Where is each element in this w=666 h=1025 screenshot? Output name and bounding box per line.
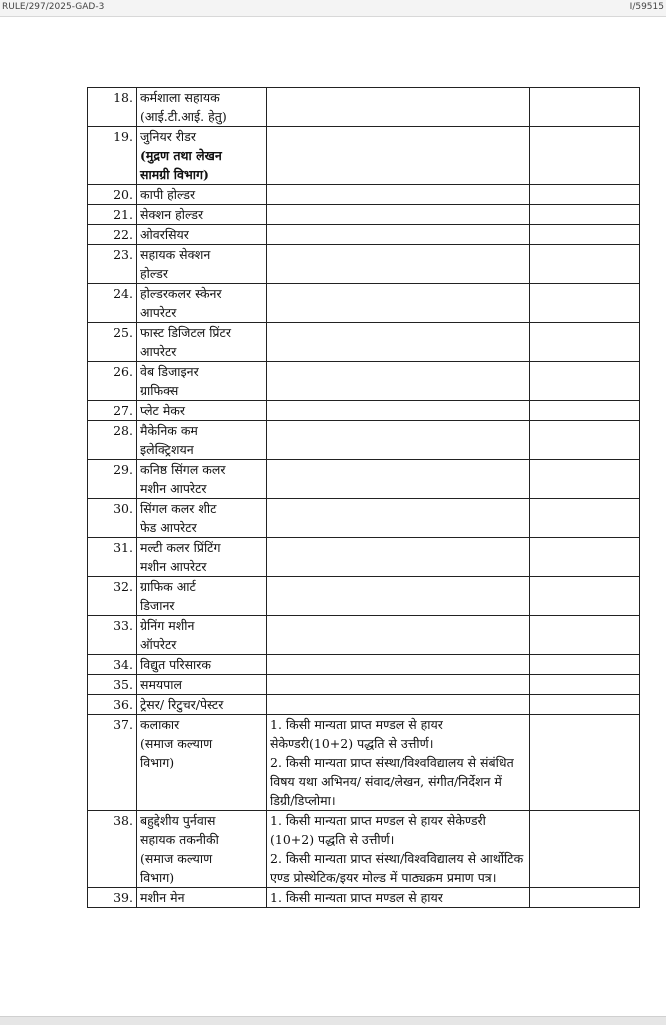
remarks-cell <box>530 185 640 205</box>
table-row <box>88 362 640 401</box>
document-reference: RULE/297/2025-GAD-3 <box>2 2 105 12</box>
post-name-cell <box>137 245 267 284</box>
remarks-cell <box>530 205 640 225</box>
remarks-cell <box>530 421 640 460</box>
serial-number: 18. <box>88 88 137 127</box>
post-name-line: विद्युत परिसारक <box>140 657 212 672</box>
post-name-line: सहायक सेक्शन <box>140 247 211 262</box>
remarks-cell <box>530 538 640 577</box>
page-header-bar <box>0 0 666 17</box>
remarks-cell <box>530 499 640 538</box>
serial-number: 28. <box>88 421 137 460</box>
post-name-line: होल्डरकलर स्केनर <box>140 286 222 301</box>
post-name-line: विभाग) <box>140 755 175 770</box>
qualification-cell <box>267 205 530 225</box>
table-row <box>88 185 640 205</box>
serial-number: 29. <box>88 460 137 499</box>
post-name-line: फास्ट डिजिटल प्रिंटर <box>140 325 231 340</box>
remarks-cell <box>530 460 640 499</box>
table-row <box>88 323 640 362</box>
post-name-line: मशीन आपरेटर <box>140 559 207 574</box>
qualification-cell <box>267 421 530 460</box>
post-name-cell <box>137 460 267 499</box>
post-name-line: कनिष्ठ सिंगल कलर <box>140 462 226 477</box>
remarks-cell <box>530 811 640 888</box>
serial-number: 37. <box>88 715 137 811</box>
post-name-line: इलेक्ट्रिशयन <box>140 442 194 457</box>
post-name-line: कलाकार <box>140 717 180 732</box>
serial-number: 26. <box>88 362 137 401</box>
table-row <box>88 127 640 185</box>
qualification-cell <box>267 655 530 675</box>
qualification-cell <box>267 695 530 715</box>
post-name-cell <box>137 616 267 655</box>
post-name-cell <box>137 538 267 577</box>
post-name-line: (मुद्रण तथा लेखन <box>140 148 222 163</box>
serial-number: 32. <box>88 577 137 616</box>
qualification-cell <box>267 88 530 127</box>
post-name-line: विभाग) <box>140 870 175 885</box>
qualification-cell <box>267 185 530 205</box>
post-name-line: ग्राफिक आर्ट <box>140 579 196 594</box>
serial-number: 31. <box>88 538 137 577</box>
remarks-cell <box>530 715 640 811</box>
remarks-cell <box>530 323 640 362</box>
post-name-line: ट्रेसर/ रिटुचर/पेस्टर <box>140 697 224 712</box>
post-name-line: आपरेटर <box>140 305 177 320</box>
post-name-line: समयपाल <box>140 677 182 692</box>
post-name-line: मैकेनिक कम <box>140 423 198 438</box>
document-number: I/59515 <box>629 2 664 12</box>
table-row <box>88 695 640 715</box>
table-row <box>88 616 640 655</box>
post-name-line: होल्डर <box>140 266 168 281</box>
post-name-line: सहायक तकनीकी <box>140 832 219 847</box>
post-name-cell <box>137 655 267 675</box>
post-name-line: आपरेटर <box>140 344 177 359</box>
post-name-line: ग्राफिक्स <box>140 383 179 398</box>
serial-number: 23. <box>88 245 137 284</box>
post-name-cell <box>137 715 267 811</box>
post-name-cell <box>137 284 267 323</box>
qualification-cell <box>267 127 530 185</box>
post-name-line: ओवरसियर <box>140 227 189 242</box>
qualification-item: 2. किसी मान्यता प्राप्त संस्था/विश्वविद्यालय से आर्थोटिक एण्ड प्रोस्थेटिक/इयर मोल्ड में पाठ्यक्रम प्रमाण पत्र। <box>270 851 524 885</box>
serial-number: 22. <box>88 225 137 245</box>
qualification-cell <box>267 362 530 401</box>
post-name-line: कापी होल्डर <box>140 187 196 202</box>
post-name-line: सेक्शन होल्डर <box>140 207 204 222</box>
post-name-line: सामग्री विभाग) <box>140 167 209 182</box>
post-name-line: कर्मशाला सहायक <box>140 90 220 105</box>
serial-number: 30. <box>88 499 137 538</box>
remarks-cell <box>530 888 640 908</box>
serial-number: 25. <box>88 323 137 362</box>
table-row <box>88 88 640 127</box>
table-row <box>88 888 640 908</box>
serial-number: 24. <box>88 284 137 323</box>
serial-number: 21. <box>88 205 137 225</box>
posts-table <box>87 87 640 908</box>
post-name-cell <box>137 401 267 421</box>
qualification-item: 1. किसी मान्यता प्राप्त मण्डल से हायर सेकेण्डरी(10+2) पद्धति से उत्तीर्ण। <box>270 717 443 751</box>
table-row <box>88 245 640 284</box>
post-name-line: जुनियर रीडर <box>140 129 196 144</box>
post-name-line: बहुद्देशीय पुर्नवास <box>140 813 216 828</box>
post-name-cell <box>137 499 267 538</box>
post-name-cell <box>137 421 267 460</box>
post-name-line: फेड आपरेटर <box>140 520 197 535</box>
post-name-line: ग्रेनिंग मशीन <box>140 618 195 633</box>
qualification-cell <box>267 460 530 499</box>
table-row <box>88 675 640 695</box>
post-name-line: ऑपरेटर <box>140 637 177 652</box>
post-name-line: सिंगल कलर शीट <box>140 501 217 516</box>
post-name-line: डिजानर <box>140 598 175 613</box>
post-name-line: वेब डिजाइनर <box>140 364 199 379</box>
remarks-cell <box>530 695 640 715</box>
qualification-cell <box>267 675 530 695</box>
serial-number: 27. <box>88 401 137 421</box>
remarks-cell <box>530 362 640 401</box>
qualification-cell <box>267 499 530 538</box>
serial-number: 38. <box>88 811 137 888</box>
qualification-cell <box>267 888 530 908</box>
post-name-cell <box>137 185 267 205</box>
post-name-line: मल्टी कलर प्रिंटिंग <box>140 540 221 555</box>
remarks-cell <box>530 675 640 695</box>
table-row <box>88 225 640 245</box>
table-row <box>88 205 640 225</box>
qualification-cell <box>267 811 530 888</box>
qualification-cell <box>267 284 530 323</box>
table-row <box>88 655 640 675</box>
table-row <box>88 499 640 538</box>
qualification-cell <box>267 577 530 616</box>
post-name-cell <box>137 362 267 401</box>
post-name-cell <box>137 323 267 362</box>
serial-number: 19. <box>88 127 137 185</box>
table-row <box>88 538 640 577</box>
qualification-cell <box>267 245 530 284</box>
post-name-line: (समाज कल्याण <box>140 851 213 866</box>
qualification-cell <box>267 323 530 362</box>
remarks-cell <box>530 127 640 185</box>
post-name-cell <box>137 127 267 185</box>
remarks-cell <box>530 245 640 284</box>
table-row <box>88 811 640 888</box>
post-name-cell <box>137 88 267 127</box>
serial-number: 34. <box>88 655 137 675</box>
qualification-cell <box>267 538 530 577</box>
table-row <box>88 401 640 421</box>
qualification-cell <box>267 225 530 245</box>
post-name-line: (आई.टी.आई. हेतु) <box>140 109 227 124</box>
table-row <box>88 284 640 323</box>
post-name-cell <box>137 577 267 616</box>
post-name-cell <box>137 675 267 695</box>
remarks-cell <box>530 225 640 245</box>
qualification-cell <box>267 616 530 655</box>
table-row <box>88 460 640 499</box>
post-name-line: मशीन आपरेटर <box>140 481 207 496</box>
serial-number: 36. <box>88 695 137 715</box>
qualification-cell <box>267 401 530 421</box>
qualification-item: 1. किसी मान्यता प्राप्त मण्डल से हायर सेकेण्डरी (10+2) पद्धति से उत्तीर्ण। <box>270 813 486 847</box>
remarks-cell <box>530 284 640 323</box>
qualification-item: 2. किसी मान्यता प्राप्त संस्था/विश्वविद्यालय से संबंधित विषय यथा अभिनय/ संवाद/लेखन, संगीत/निर्देशन में डिग्री/डिप्लोमा। <box>270 755 514 808</box>
remarks-cell <box>530 616 640 655</box>
post-name-cell <box>137 205 267 225</box>
serial-number: 35. <box>88 675 137 695</box>
remarks-cell <box>530 88 640 127</box>
serial-number: 39. <box>88 888 137 908</box>
remarks-cell <box>530 577 640 616</box>
table-row <box>88 421 640 460</box>
post-name-cell <box>137 888 267 908</box>
post-name-cell <box>137 695 267 715</box>
post-name-line: (समाज कल्याण <box>140 736 213 751</box>
post-name-line: प्लेट मेकर <box>140 403 186 418</box>
remarks-cell <box>530 655 640 675</box>
post-name-cell <box>137 811 267 888</box>
serial-number: 20. <box>88 185 137 205</box>
post-name-cell <box>137 225 267 245</box>
table-row <box>88 577 640 616</box>
post-name-line: मशीन मेन <box>140 890 185 905</box>
remarks-cell <box>530 401 640 421</box>
table-row <box>88 715 640 811</box>
serial-number: 33. <box>88 616 137 655</box>
qualification-cell <box>267 715 530 811</box>
qualification-item: 1. किसी मान्यता प्राप्त मण्डल से हायर <box>270 890 443 905</box>
